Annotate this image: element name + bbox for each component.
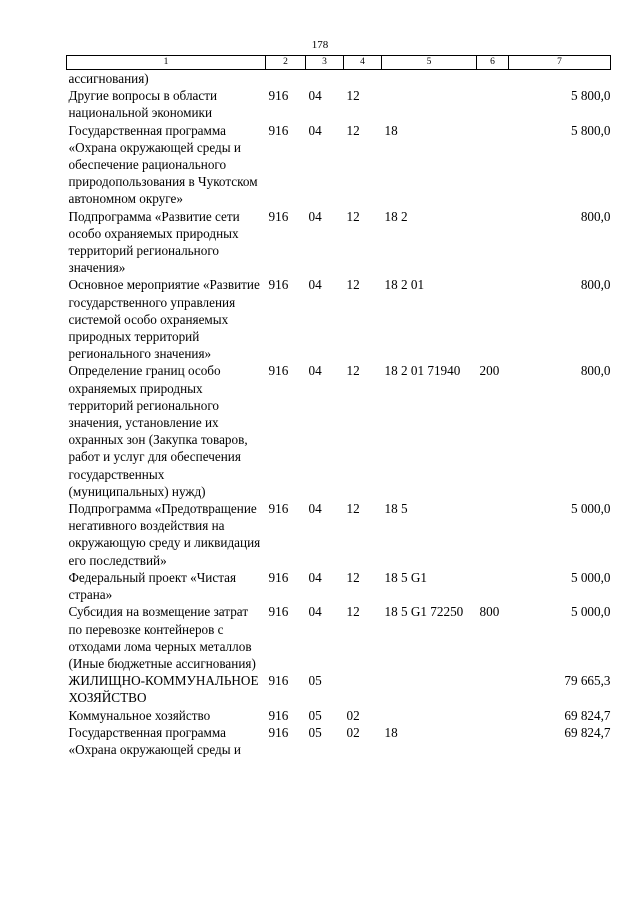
row-subsection: 12	[346, 208, 360, 224]
row-subsection	[344, 672, 382, 706]
table-row	[67, 276, 611, 362]
row-name: Основное мероприятие «Развитие государственного управления системой особо охраняемых природных территорий регионального значения»	[68, 277, 260, 362]
row-section: 05	[308, 673, 322, 689]
row-amount: 800,0	[580, 208, 611, 224]
row-target-article	[382, 70, 477, 88]
row-admin-code: 916	[268, 363, 289, 379]
row-name: Другие вопросы в области национальной экономики	[68, 88, 218, 121]
row-section: 04	[308, 208, 322, 224]
row-amount: 5 000,0	[570, 501, 611, 517]
row-expense-type	[477, 87, 509, 121]
row-admin-code: 916	[268, 277, 289, 293]
row-name: Определение границ особо охраняемых природных территорий регионального значения, установление их охранных зон (Закупка товаров, работ и услуг для обеспечения государственных (муниципальных) нужд)	[68, 363, 248, 499]
row-expense-type	[477, 70, 509, 88]
row-amount: 800,0	[580, 277, 611, 293]
row-name: Подпрограмма «Развитие сети особо охраняемых природных территорий регионального значения»	[68, 208, 240, 276]
column-header: 1	[67, 56, 266, 70]
row-subsection: 12	[346, 277, 360, 293]
row-target-article	[382, 672, 477, 706]
row-admin-code: 916	[268, 88, 289, 104]
row-admin-code: 916	[268, 707, 289, 723]
row-amount: 5 000,0	[570, 604, 611, 620]
row-amount: 5 000,0	[570, 569, 611, 585]
row-name: Государственная программа «Охрана окружающей среды и обеспечение рационального природопользования в Чукотском автономном округе»	[68, 122, 258, 207]
row-target-article	[382, 87, 477, 121]
row-admin-code: 916	[268, 724, 289, 740]
page-number: 178	[311, 39, 329, 51]
table-row	[67, 724, 611, 758]
row-expense-type	[477, 276, 509, 362]
row-subsection: 12	[346, 88, 360, 104]
row-target-article: 18	[384, 724, 398, 740]
row-target-article: 18 5 G1	[384, 569, 427, 585]
budget-table	[66, 55, 611, 758]
row-section	[306, 70, 344, 88]
row-section: 04	[308, 122, 322, 138]
table-row	[67, 362, 611, 500]
row-subsection	[344, 70, 382, 88]
row-target-article: 18 2	[384, 208, 408, 224]
table-body	[67, 70, 611, 759]
row-target-article: 18	[384, 122, 398, 138]
table-row	[67, 707, 611, 724]
column-header: 2	[266, 56, 306, 70]
row-section: 04	[308, 569, 322, 585]
row-amount: 69 824,7	[564, 707, 611, 723]
row-amount: 800,0	[580, 363, 611, 379]
row-admin-code: 916	[268, 604, 289, 620]
row-section: 04	[308, 88, 322, 104]
column-header: 7	[509, 56, 611, 70]
row-name: ассигнования)	[68, 71, 149, 86]
table-row	[67, 603, 611, 672]
row-subsection: 02	[346, 707, 360, 723]
row-subsection: 12	[346, 122, 360, 138]
row-expense-type	[477, 208, 509, 277]
row-section: 05	[308, 724, 322, 740]
row-section: 04	[308, 604, 322, 620]
row-amount	[509, 70, 611, 88]
row-section: 05	[308, 707, 322, 723]
row-expense-type	[477, 500, 509, 569]
table-row	[67, 500, 611, 569]
column-header: 6	[477, 56, 509, 70]
row-section: 04	[308, 363, 322, 379]
table-row	[67, 569, 611, 603]
row-name: Коммунальное хозяйство	[68, 707, 211, 723]
row-target-article: 18 2 01 71940	[384, 363, 461, 379]
row-admin-code: 916	[268, 122, 289, 138]
row-admin-code: 916	[268, 673, 289, 689]
row-amount: 5 800,0	[570, 122, 611, 138]
row-amount: 5 800,0	[570, 88, 611, 104]
table-row	[67, 70, 611, 88]
table-header	[67, 56, 611, 70]
row-expense-type: 200	[479, 363, 500, 379]
row-expense-type: 800	[479, 604, 500, 620]
row-section: 04	[308, 501, 322, 517]
row-section: 04	[308, 277, 322, 293]
row-name: Федеральный проект «Чистая страна»	[68, 569, 237, 603]
row-amount: 79 665,3	[564, 673, 611, 689]
row-target-article: 18 5	[384, 501, 408, 517]
row-expense-type	[477, 569, 509, 603]
row-admin-code: 916	[268, 569, 289, 585]
column-header: 3	[306, 56, 344, 70]
row-expense-type	[477, 724, 509, 758]
row-name: ЖИЛИЩНО-КОММУНАЛЬНОЕ ХОЗЯЙСТВО	[68, 673, 259, 706]
row-admin-code	[266, 70, 306, 88]
table-row	[67, 672, 611, 706]
row-expense-type	[477, 672, 509, 706]
table-row	[67, 122, 611, 208]
row-admin-code: 916	[268, 501, 289, 517]
row-subsection: 12	[346, 363, 360, 379]
row-subsection: 12	[346, 569, 360, 585]
row-subsection: 12	[346, 604, 360, 620]
table-row	[67, 87, 611, 121]
table-row	[67, 208, 611, 277]
row-target-article	[382, 707, 477, 724]
row-subsection: 12	[346, 501, 360, 517]
row-target-article: 18 2 01	[384, 277, 425, 293]
row-target-article: 18 5 G1 72250	[384, 604, 464, 620]
row-amount: 69 824,7	[564, 724, 611, 740]
row-name: Подпрограмма «Предотвращение негативного воздействия на окружающую среду и ликвидация его последствий»	[68, 501, 261, 568]
row-subsection: 02	[346, 724, 360, 740]
row-admin-code: 916	[268, 208, 289, 224]
row-expense-type	[477, 122, 509, 208]
column-header: 4	[344, 56, 382, 70]
column-header: 5	[382, 56, 477, 70]
row-expense-type	[477, 707, 509, 724]
row-name: Субсидия на возмещение затрат по перевозке контейнеров с отходами лома черных металлов (Иные бюджетные ассигнования)	[68, 604, 256, 671]
row-name: Государственная программа «Охрана окружающей среды и	[68, 724, 241, 757]
